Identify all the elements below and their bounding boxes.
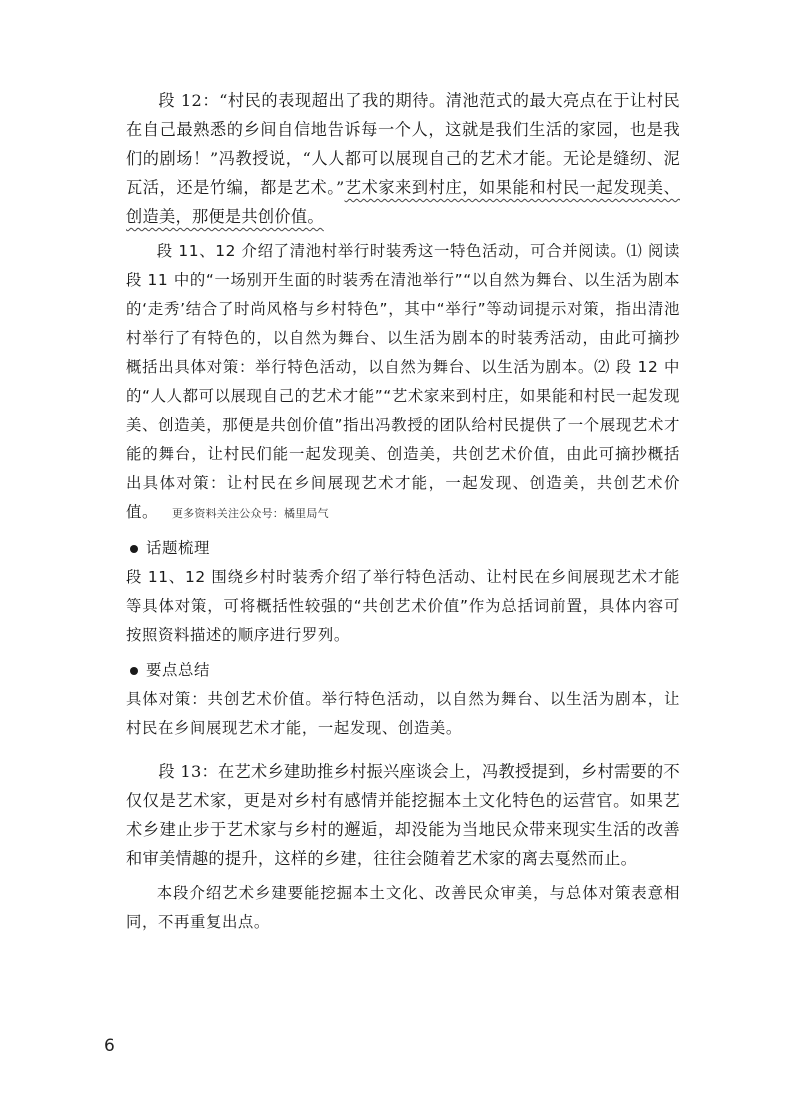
- summary-heading-label: 要点总结: [146, 661, 210, 679]
- topic-heading: [126, 534, 680, 563]
- bullet-dot-icon: [130, 545, 138, 553]
- analysis-11-12: [126, 237, 680, 528]
- summary-heading: [126, 656, 680, 685]
- paragraph-12-text: 段 12：“村民的表现超出了我的期待。清池范式的最大亮点在于让村民在自己最熟悉的乡间自信地告诉每一个人，这就是我们生活的家园，也是我们的剧场！”冯教授说，“人人都可以展现自己的艺术才能。无论是缝纫、泥瓦活，还是竹编，都是艺术。”: [126, 91, 680, 197]
- summary-text: 具体对策：共创艺术价值。举行特色活动，以自然为舞台、以生活为剧本，让村民在乡间展现艺术才能，一起发现、创造美。: [126, 690, 680, 737]
- paragraph-12: [126, 86, 680, 231]
- analysis-13: 本段介绍艺术乡建要能挖掘本土文化、改善民众审美，与总体对策表意相同，不再重复出点。: [126, 884, 680, 931]
- page-content: [126, 86, 680, 937]
- topic-text: 段 11、12 围绕乡村时装秀介绍了举行特色活动、让村民在乡间展现艺术才能等具体对策，可将概括性较强的“共创艺术价值”作为总括词前置，具体内容可按照资料描述的顺序进行罗列。: [126, 568, 680, 644]
- page-number: 6: [104, 1036, 115, 1056]
- watermark-text: 更多资料关注公众号：橘里局气: [171, 507, 329, 520]
- analysis-11-12-text: 段 11、12 介绍了清池村举行时装秀这一特色活动，可合并阅读。⑴ 阅读段 11 中的“一场别开生面的时装秀在清池举行”“以自然为舞台、以生活为剧本的‘走秀’结合了时尚风格与乡村特色”，其中“举行”等动词提示对策，指出清池村举行了有特色的，以自然为舞台、以生活为剧本的时装秀活动，由此可摘抄概括出具体对策：举行特色活动，以自然为舞台、以生活为剧本。⑵ 段 12 中的“人人都可以展现自己的艺术才能”“艺术家来到村庄，如果能和村民一起发现美、创造美，那便是共创价值”指出冯教授的团队给村民提供了一个展现艺术才能的舞台，让村民们能一起发现美、创造美，共创艺术价值，由此可摘抄概括出具体对策：让村民在乡间展现艺术才能，一起发现、创造美，共创艺术价值。: [126, 242, 680, 521]
- topic-heading-label: 话题梳理: [146, 539, 210, 557]
- paragraph-12-underlined-text: 艺术家来到村庄，如果能和村民一起发现美、创造美，那便是共创价值。: [126, 178, 680, 226]
- paragraph-13: 段 13：在艺术乡建助推乡村振兴座谈会上，冯教授提到，乡村需要的不仅仅是艺术家，更是对乡村有感情并能挖掘本土文化特色的运营官。如果艺术乡建止步于艺术家与乡村的邂逅，却没能为当地民众带来现实生活的改善和审美情趣的提升，这样的乡建，往往会随着艺术家的离去戛然而止。: [126, 762, 680, 868]
- bullet-dot-icon: [130, 667, 138, 675]
